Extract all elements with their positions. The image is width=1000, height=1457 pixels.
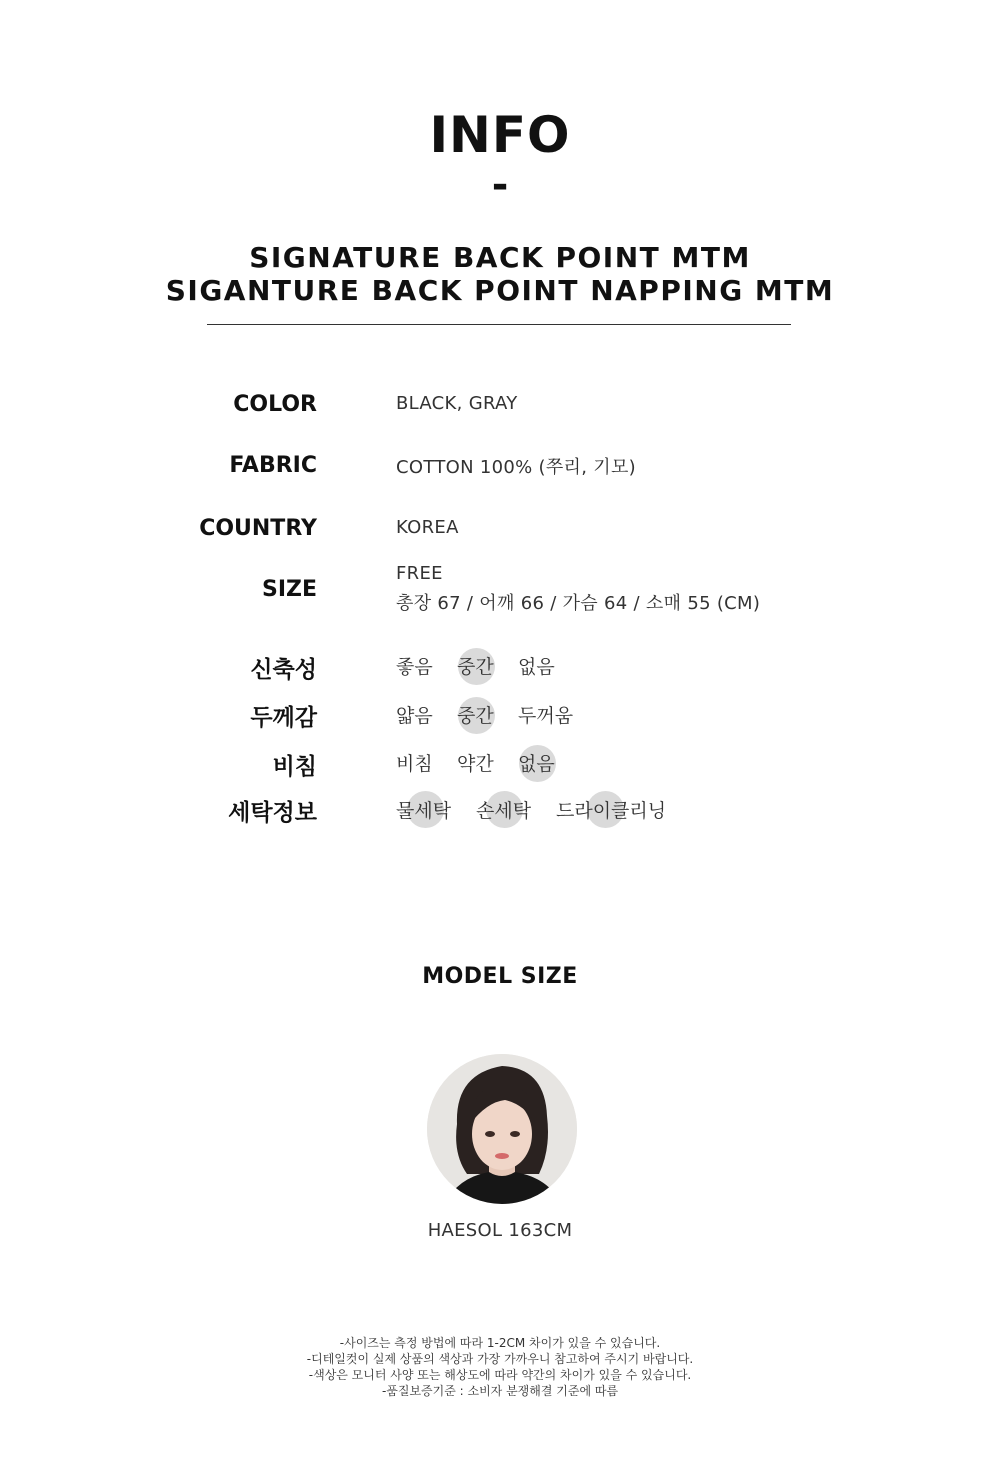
fabric-value: COTTON 100% (쭈리, 기모) bbox=[396, 457, 636, 478]
wash-option-dry: 드라이클리닝 bbox=[556, 800, 667, 822]
color-value: BLACK, GRAY bbox=[396, 393, 518, 414]
stretch-option-none: 없음 bbox=[518, 656, 555, 678]
thickness-option-thin: 얇음 bbox=[396, 705, 433, 727]
color-label: COLOR bbox=[233, 392, 317, 417]
wash-option-water: 물세탁 bbox=[396, 800, 452, 822]
model-size-title: MODEL SIZE bbox=[422, 964, 578, 989]
stretch-option-good: 좋음 bbox=[396, 656, 433, 678]
thickness-label: 두께감 bbox=[250, 705, 317, 731]
wash-option-hand: 손세탁 bbox=[476, 800, 532, 822]
sheer-label: 비침 bbox=[272, 754, 317, 780]
sheer-option-none: 없음 bbox=[518, 753, 555, 775]
note-line-1: -사이즈는 측정 방법에 따라 1-2CM 차이가 있을 수 있습니다. bbox=[339, 1336, 661, 1350]
product-name-1: SIGNATURE BACK POINT MTM bbox=[249, 241, 751, 274]
stretch-option-medium: 중간 bbox=[457, 656, 494, 678]
product-name-2: SIGANTURE BACK POINT NAPPING MTM bbox=[165, 274, 835, 307]
header-divider bbox=[207, 324, 791, 325]
model-name-height: HAESOL 163CM bbox=[427, 1220, 573, 1241]
title-dash: - bbox=[491, 162, 509, 208]
note-line-2: -디테일컷이 실제 상품의 색상과 가장 가까우니 참고하여 주시기 바랍니다. bbox=[306, 1352, 694, 1366]
size-value-free: FREE bbox=[396, 563, 443, 584]
thickness-option-medium: 중간 bbox=[457, 705, 494, 727]
model-portrait-icon bbox=[427, 1054, 577, 1204]
page-title: INFO bbox=[429, 106, 571, 164]
country-value: KOREA bbox=[396, 517, 459, 538]
wash-label: 세탁정보 bbox=[228, 800, 317, 826]
country-label: COUNTRY bbox=[199, 516, 317, 541]
note-line-4: -품질보증기준 : 소비자 분쟁해결 기준에 따름 bbox=[381, 1384, 619, 1398]
sheer-option-slight: 약간 bbox=[457, 753, 494, 775]
model-avatar bbox=[427, 1054, 577, 1204]
note-line-3: -색상은 모니터 사양 또는 해상도에 따라 약간의 차이가 있을 수 있습니다. bbox=[308, 1368, 692, 1382]
fabric-label: FABRIC bbox=[229, 453, 317, 478]
stretch-label: 신축성 bbox=[250, 657, 317, 683]
size-value-measure: 총장 67 / 어깨 66 / 가슴 64 / 소매 55 (CM) bbox=[396, 593, 761, 614]
size-label: SIZE bbox=[261, 577, 317, 602]
sheer-option-sheer: 비침 bbox=[396, 753, 433, 775]
thickness-option-thick: 두꺼움 bbox=[518, 705, 574, 727]
